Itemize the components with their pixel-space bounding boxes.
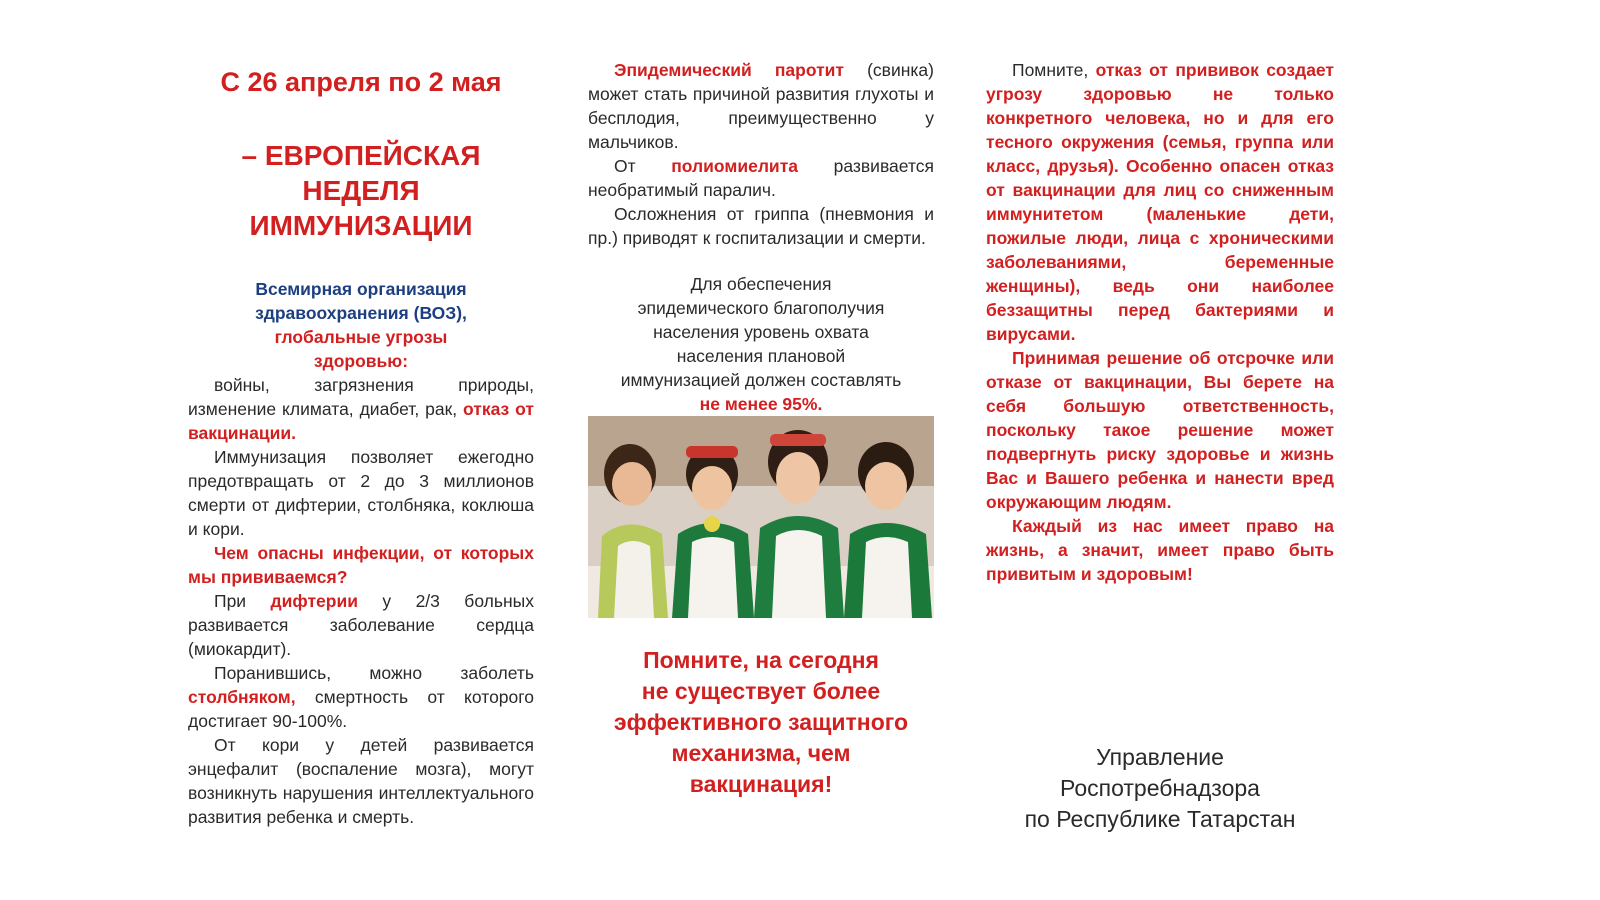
polio-word: полиомиелита bbox=[671, 156, 798, 176]
vaccination-slogan bbox=[588, 645, 934, 800]
diseases-text bbox=[588, 58, 934, 250]
refusal-text: отказ от прививок создает угрозу здоровью не только конкретного человека, но и для его тесного окружения (семья, группа или класс, друзья). Особенно опасен отказ от вакцинации для лиц со сниженным иммунитетом (маленькие дети, пожилые люди, лица с хроническими заболеваниями, беременные женщины), ведь они наиболее беззащитны перед бактериями и вирусами. bbox=[986, 60, 1335, 344]
threats-line: здоровью: bbox=[313, 351, 409, 371]
signature-line: по Республике Татарстан bbox=[1024, 806, 1296, 832]
coverage-line: населения уровень охвата bbox=[653, 322, 869, 342]
measles-paragraph: От кори у детей развивается энцефалит (воспаление мозга), могут возникнуть нарушения интеллектуального развития ребенка и смерть. bbox=[188, 735, 534, 827]
right-paragraph: Каждый из нас имеет право на жизнь, а значит, имеет право быть привитым и здоровым! bbox=[986, 516, 1334, 584]
slogan-line: эффективного защитного bbox=[613, 709, 909, 735]
tetanus-paragraph bbox=[188, 661, 534, 733]
event-title-line: ИММУНИЗАЦИИ bbox=[249, 210, 473, 241]
mumps-paragraph bbox=[588, 58, 934, 154]
polio-post: развивается необратимый паралич. bbox=[588, 156, 934, 200]
children-photo-illustration bbox=[588, 416, 934, 618]
tetanus-pre: Поранившись, можно заболеть bbox=[214, 663, 534, 683]
slogan-line: вакцинация! bbox=[689, 771, 833, 797]
slogan-line: не существует более bbox=[641, 678, 881, 704]
who-line: здравоохранения (ВОЗ), bbox=[255, 303, 467, 323]
tetanus-word: столбняком, bbox=[188, 687, 296, 707]
coverage-block bbox=[588, 272, 934, 416]
polio-pre: От bbox=[614, 156, 672, 176]
who-line: Всемирная организация bbox=[255, 279, 467, 299]
middle-column bbox=[588, 58, 934, 800]
tetanus-post: смертность от которого достигает 90-100%. bbox=[188, 687, 534, 731]
signature-line: Роспотребнадзора bbox=[1060, 775, 1260, 801]
immunization-paragraph: Иммунизация позволяет ежегодно предотвращать от 2 до 3 миллионов смерти от дифтерии, столбняка, коклюша и кори. bbox=[188, 447, 534, 539]
left-column bbox=[188, 58, 534, 829]
threats-line: глобальные угрозы bbox=[274, 327, 448, 347]
coverage-line: эпидемического благополучия bbox=[637, 298, 885, 318]
refusal-paragraph bbox=[986, 58, 1334, 346]
remember-pre: Помните, bbox=[1012, 60, 1096, 80]
signature bbox=[986, 742, 1334, 835]
event-title-line: – ЕВРОПЕЙСКАЯ bbox=[241, 140, 481, 171]
warning-text bbox=[986, 58, 1334, 586]
diphtheria-paragraph bbox=[188, 589, 534, 661]
coverage-value: не менее 95%. bbox=[699, 394, 823, 414]
event-title-line: НЕДЕЛЯ bbox=[302, 175, 420, 206]
coverage-line: иммунизацией должен составлять bbox=[620, 370, 902, 390]
coverage-line: населения плановой bbox=[676, 346, 846, 366]
slogan-line: Помните, на сегодня bbox=[643, 647, 879, 673]
flu-paragraph: Осложнения от гриппа (пневмония и пр.) приводят к госпитализации и смерти. bbox=[588, 204, 934, 248]
mumps-post: (свинка) может стать причиной развития глухоты и бесплодия, преимущественно у мальчиков. bbox=[588, 60, 934, 152]
decision-paragraph: Принимая решение об отсрочке или отказе от вакцинации, Вы берете на себя большую ответственность, поскольку такое решение может подвергнуть риску здоровье и жизнь Вас и Вашего ребенка и нанести вред окружающим людям. bbox=[986, 348, 1334, 512]
mumps-word: Эпидемический паротит bbox=[614, 60, 844, 80]
diphtheria-pre: При bbox=[214, 591, 271, 611]
coverage-line: Для обеспечения bbox=[690, 274, 832, 294]
diphtheria-word: дифтерии bbox=[270, 591, 358, 611]
right-column bbox=[986, 58, 1334, 586]
infections-question: Чем опасны инфекции, от которых мы прививаемся? bbox=[188, 543, 534, 587]
event-title bbox=[188, 138, 534, 243]
polio-paragraph bbox=[588, 154, 934, 202]
children-photo bbox=[588, 416, 934, 618]
event-date: С 26 апреля по 2 мая bbox=[220, 67, 502, 97]
signature-line: Управление bbox=[1096, 744, 1224, 770]
slogan-line: механизма, чем bbox=[671, 740, 851, 766]
threats-paragraph bbox=[188, 373, 534, 829]
threats-refusal: отказ от вакцинации. bbox=[188, 399, 534, 443]
diphtheria-post: у 2/3 больных развивается заболевание сердца (миокардит). bbox=[188, 591, 535, 659]
threats-list: войны, загрязнения природы, изменение климата, диабет, рак, bbox=[188, 375, 534, 419]
who-heading bbox=[188, 277, 534, 373]
